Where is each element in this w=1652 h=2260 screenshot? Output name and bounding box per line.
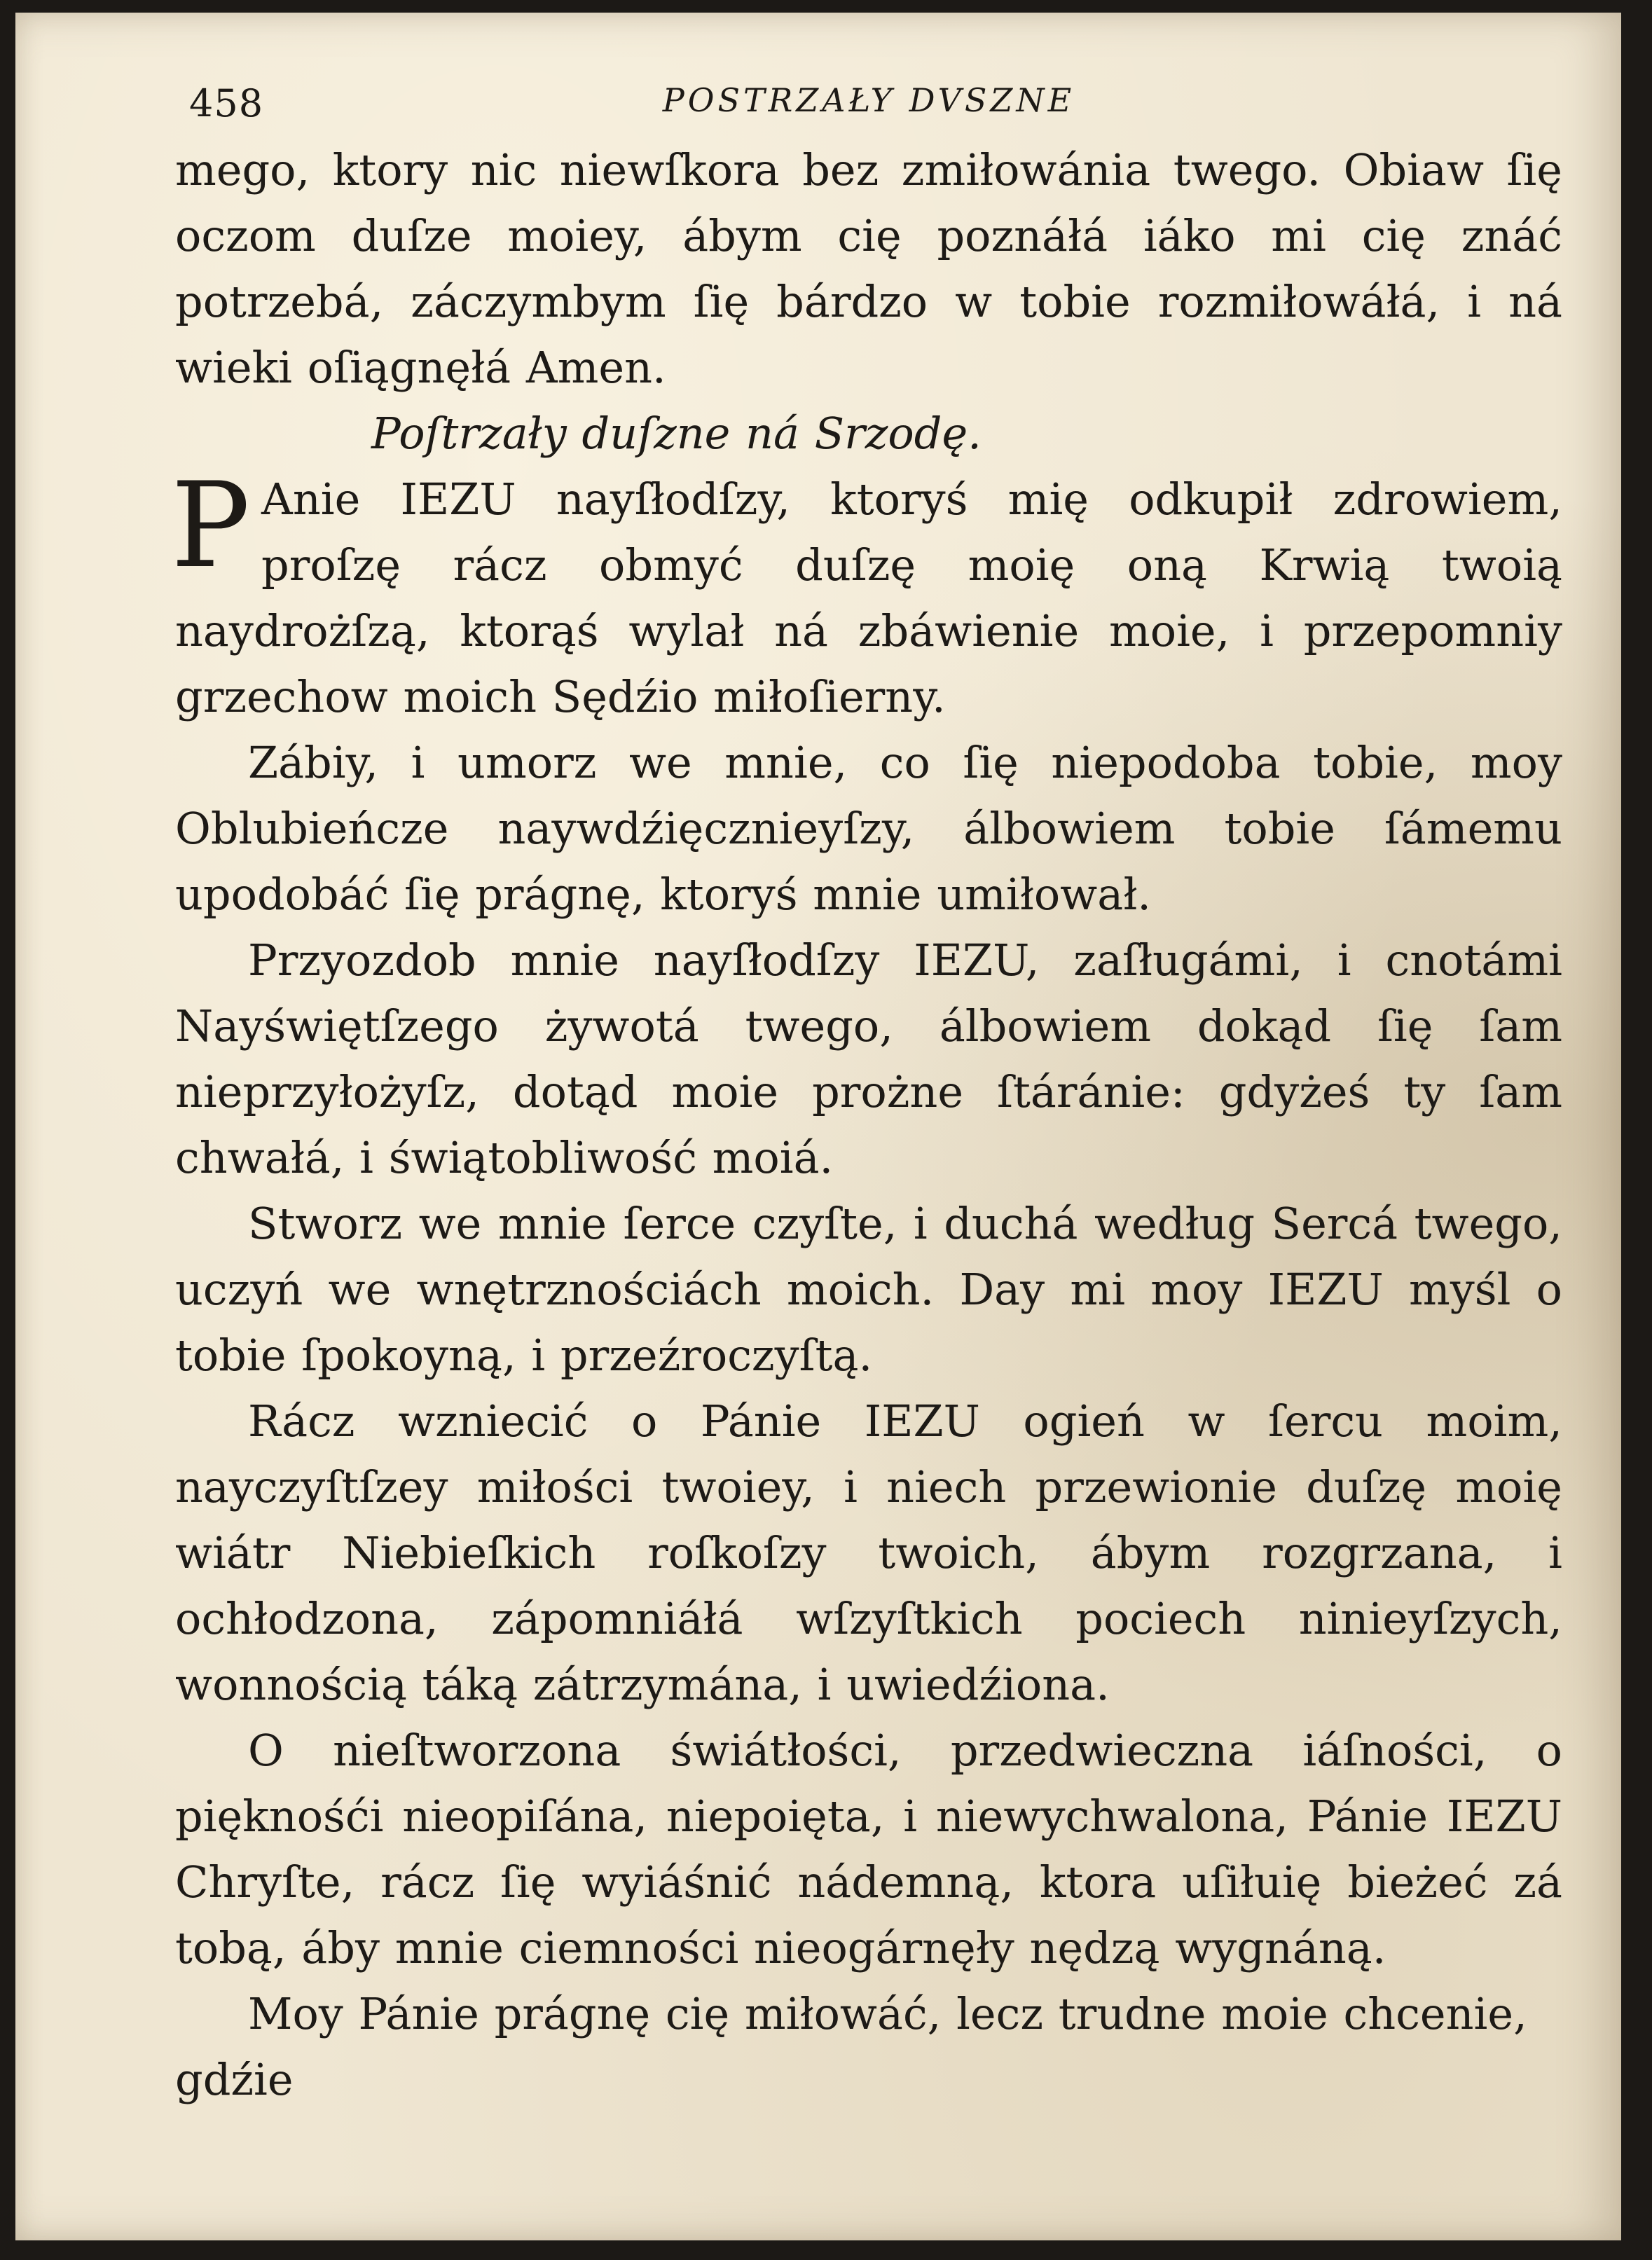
book-page xyxy=(15,13,1621,2240)
continuation-paragraph: mego, ktory nic niewſkora bez zmiłowánia twego. Obiaw ſię oczom duſze moiey, ábym cię poznáłá iáko mi cię znáć potrzebá, záczymbym ſię bárdzo w tobie rozmiłowáłá, i ná wieki oſiągnęłá Amen. xyxy=(175,144,1562,393)
page-header xyxy=(175,77,1562,137)
paragraph: Stworz we mnie ſerce czyſte, i duchá według Sercá twego, uczyń we wnętrznościách moich. Day mi moy IEZU myśl o tobie ſpokoyną, i przeźroczyſtą. xyxy=(175,1198,1562,1381)
opening-paragraph xyxy=(171,457,1562,730)
paragraph: Zábiy, i umorz we mnie, co ſię niepodoba tobie, moy Oblubieńcze naywdźięcznieyſzy, álbowiem tobie ſámemu upodobáć ſię prágnę, ktoryś mnie umiłował. xyxy=(175,737,1562,920)
section-title: Poſtrzały duſzne ná Srzodę. xyxy=(371,408,982,459)
catchword: gdźie xyxy=(175,2054,294,2105)
paragraph: Rácz wzniecić o Pánie IEZU ogień w ſercu moim, nayczyſtſzey miłości twoiey, i niech przewionie duſzę moię wiátr Niebieſkich roſkoſzy twoich, ábym rozgrzana, i ochłodzona, zápomniáłá wſzyſtkich pociech ninieyſzych, wonnością táką zátrzymána, i uwiedźiona. xyxy=(175,1396,1562,1710)
body-text xyxy=(171,137,1562,2113)
paragraph: O nieſtworzona świátłości, przedwieczna iáſności, o pięknośći nieopiſána, niepoięta, i niewychwalona, Pánie IEZU Chryſte, rácz ſię wyiáśnić nádemną, ktora uſiłuię bieżeć zá tobą, áby mnie ciemności nieogárnęły nędzą wygnáną. xyxy=(175,1725,1562,1973)
paragraph: Moy Pánie prágnę cię miłowáć, lecz trudne moie chcenie, xyxy=(248,1988,1527,2039)
opening-paragraph-text: Anie IEZU nayſłodſzy, ktoryś mię odkupił zdrowiem, proſzę rácz obmyć duſzę moię oną Krwią twoią naydrożſzą, ktorąś wylał ná zbáwienie moie, i przepomniy grzechow moich Sędźio miłoſierny. xyxy=(175,474,1562,722)
page-content xyxy=(171,77,1562,2113)
running-head: POSTRZAŁY DVSZNE xyxy=(662,81,1075,119)
drop-cap: P xyxy=(171,457,251,594)
paragraph: Przyozdob mnie nayſłodſzy IEZU, zaſługámi, i cnotámi Nayświętſzego żywotá twego, álbowiem dokąd ſię ſam nieprzyłożyſz, dotąd moie prożne ſtáránie: gdyżeś ty ſam chwałá, i świątobliwość moiá. xyxy=(175,935,1562,1183)
page-number: 458 xyxy=(189,81,264,125)
